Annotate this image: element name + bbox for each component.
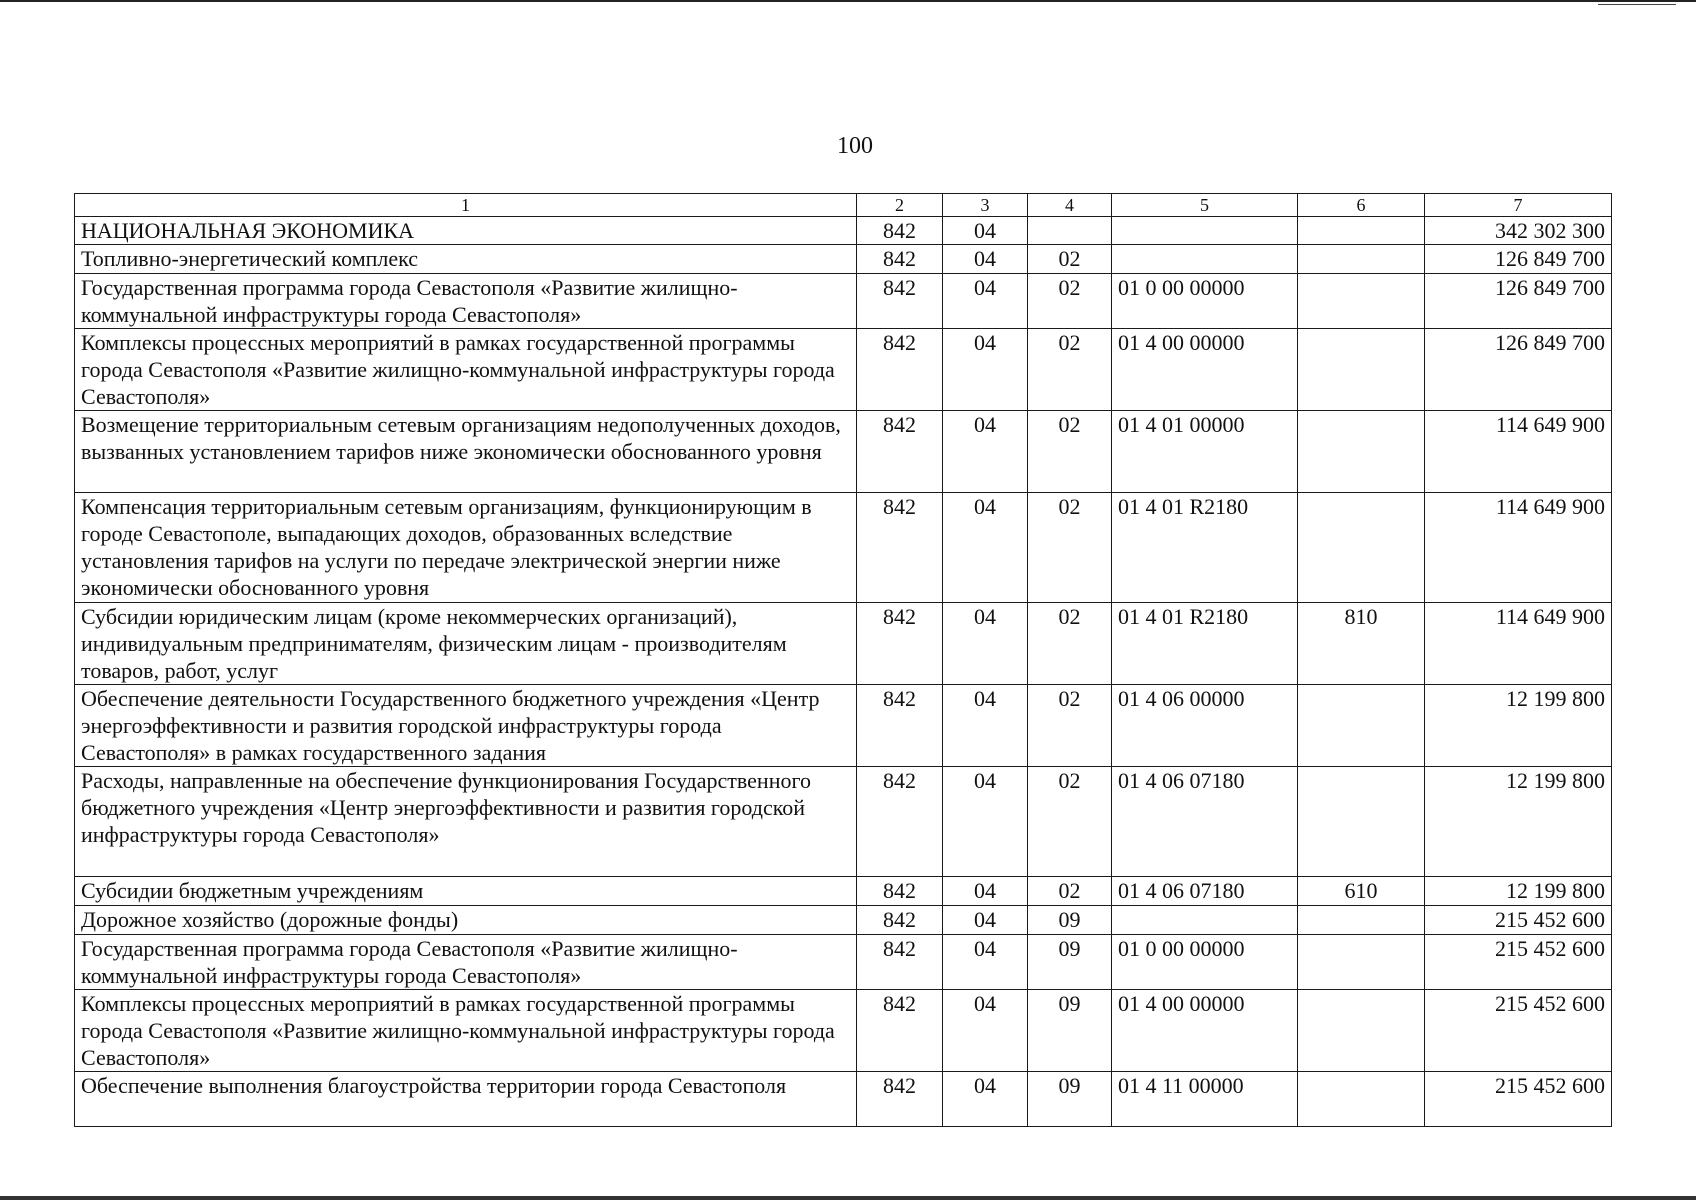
row-expense-type xyxy=(1298,217,1425,245)
row-grbs: 842 xyxy=(857,685,943,767)
column-header-1: 1 xyxy=(75,194,857,217)
table-row xyxy=(75,493,1612,603)
table-row xyxy=(75,685,1612,767)
row-subsection: 02 xyxy=(1028,245,1112,274)
row-grbs: 842 xyxy=(857,877,943,906)
row-subsection: 02 xyxy=(1028,411,1112,493)
row-name: Комплексы процессных мероприятий в рамках государственной программы города Севастополя «Развитие жилищно-коммунальной инфраструктуры города Севастополя» xyxy=(75,990,857,1072)
row-amount: 12 199 800 xyxy=(1425,685,1612,767)
row-section: 04 xyxy=(943,906,1028,935)
row-name: Топливно-энергетический комплекс xyxy=(75,245,857,274)
row-target-code xyxy=(1112,217,1298,245)
row-expense-type xyxy=(1298,990,1425,1072)
row-target-code: 01 0 00 00000 xyxy=(1112,274,1298,329)
table-row xyxy=(75,877,1612,906)
row-grbs: 842 xyxy=(857,217,943,245)
row-subsection: 09 xyxy=(1028,990,1112,1072)
row-section: 04 xyxy=(943,685,1028,767)
row-amount: 126 849 700 xyxy=(1425,329,1612,411)
column-number-row xyxy=(75,194,1612,217)
table-row xyxy=(75,329,1612,411)
row-subsection: 09 xyxy=(1028,906,1112,935)
row-target-code: 01 4 01 R2180 xyxy=(1112,603,1298,685)
row-name: Субсидии юридическим лицам (кроме некоммерческих организаций), индивидуальным предпринимателям, физическим лицам - производителям товаров, работ, услуг xyxy=(75,603,857,685)
row-amount: 215 452 600 xyxy=(1425,1072,1612,1127)
row-grbs: 842 xyxy=(857,906,943,935)
row-target-code xyxy=(1112,906,1298,935)
row-grbs: 842 xyxy=(857,274,943,329)
row-name: Субсидии бюджетным учреждениям xyxy=(75,877,857,906)
row-section: 04 xyxy=(943,1072,1028,1127)
row-name: Компенсация территориальным сетевым организациям, функционирующим в городе Севастополе, выпадающих доходов, образованных вследствие установления тарифов на услуги по передаче электрической энергии ниже экономически обоснованного уровня xyxy=(75,493,857,603)
row-subsection: 02 xyxy=(1028,274,1112,329)
scan-border-top xyxy=(0,0,1696,2)
row-section: 04 xyxy=(943,935,1028,990)
row-name: Расходы, направленные на обеспечение функционирования Государственного бюджетного учреждения «Центр энергоэффективности и развития городской инфраструктуры города Севастополя» xyxy=(75,767,857,877)
row-expense-type xyxy=(1298,274,1425,329)
row-section: 04 xyxy=(943,411,1028,493)
table-row xyxy=(75,935,1612,990)
row-amount: 342 302 300 xyxy=(1425,217,1612,245)
row-expense-type xyxy=(1298,329,1425,411)
row-amount: 126 849 700 xyxy=(1425,274,1612,329)
row-grbs: 842 xyxy=(857,1072,943,1127)
row-subsection: 02 xyxy=(1028,767,1112,877)
row-amount: 215 452 600 xyxy=(1425,906,1612,935)
row-amount: 114 649 900 xyxy=(1425,603,1612,685)
row-name: Обеспечение деятельности Государственного бюджетного учреждения «Центр энергоэффективности и развития городской инфраструктуры города Севастополя» в рамках государственного задания xyxy=(75,685,857,767)
row-subsection: 02 xyxy=(1028,329,1112,411)
row-amount: 114 649 900 xyxy=(1425,493,1612,603)
row-expense-type xyxy=(1298,685,1425,767)
row-section: 04 xyxy=(943,217,1028,245)
row-amount: 114 649 900 xyxy=(1425,411,1612,493)
row-target-code: 01 4 06 00000 xyxy=(1112,685,1298,767)
row-section: 04 xyxy=(943,767,1028,877)
row-section: 04 xyxy=(943,603,1028,685)
column-header-3: 3 xyxy=(943,194,1028,217)
row-amount: 12 199 800 xyxy=(1425,767,1612,877)
row-expense-type: 610 xyxy=(1298,877,1425,906)
row-amount: 12 199 800 xyxy=(1425,877,1612,906)
row-name: Дорожное хозяйство (дорожные фонды) xyxy=(75,906,857,935)
row-section: 04 xyxy=(943,877,1028,906)
column-header-4: 4 xyxy=(1028,194,1112,217)
row-name: НАЦИОНАЛЬНАЯ ЭКОНОМИКА xyxy=(75,217,857,245)
row-name: Государственная программа города Севастополя «Развитие жилищно-коммунальной инфраструктуры города Севастополя» xyxy=(75,274,857,329)
row-grbs: 842 xyxy=(857,245,943,274)
row-target-code: 01 0 00 00000 xyxy=(1112,935,1298,990)
row-amount: 215 452 600 xyxy=(1425,935,1612,990)
table-row xyxy=(75,1072,1612,1127)
column-header-6: 6 xyxy=(1298,194,1425,217)
row-expense-type xyxy=(1298,245,1425,274)
row-expense-type xyxy=(1298,1072,1425,1127)
row-target-code: 01 4 01 00000 xyxy=(1112,411,1298,493)
scan-mark-top-right xyxy=(1598,4,1676,5)
row-grbs: 842 xyxy=(857,493,943,603)
table-row xyxy=(75,245,1612,274)
row-expense-type xyxy=(1298,935,1425,990)
row-target-code: 01 4 11 00000 xyxy=(1112,1072,1298,1127)
row-grbs: 842 xyxy=(857,935,943,990)
table-row xyxy=(75,906,1612,935)
column-header-5: 5 xyxy=(1112,194,1298,217)
row-expense-type xyxy=(1298,906,1425,935)
column-header-7: 7 xyxy=(1425,194,1612,217)
table-row xyxy=(75,217,1612,245)
row-expense-type xyxy=(1298,767,1425,877)
row-section: 04 xyxy=(943,274,1028,329)
row-amount: 215 452 600 xyxy=(1425,990,1612,1072)
row-target-code: 01 4 00 00000 xyxy=(1112,329,1298,411)
row-grbs: 842 xyxy=(857,603,943,685)
row-grbs: 842 xyxy=(857,767,943,877)
row-grbs: 842 xyxy=(857,329,943,411)
row-section: 04 xyxy=(943,493,1028,603)
row-name: Обеспечение выполнения благоустройства территории города Севастополя xyxy=(75,1072,857,1127)
row-subsection: 02 xyxy=(1028,685,1112,767)
row-amount: 126 849 700 xyxy=(1425,245,1612,274)
row-subsection: 09 xyxy=(1028,1072,1112,1127)
row-name: Государственная программа города Севастополя «Развитие жилищно-коммунальной инфраструктуры города Севастополя» xyxy=(75,935,857,990)
row-section: 04 xyxy=(943,990,1028,1072)
column-header-2: 2 xyxy=(857,194,943,217)
table-row xyxy=(75,990,1612,1072)
row-name: Возмещение территориальным сетевым организациям недополученных доходов, вызванных установлением тарифов ниже экономически обоснованного уровня xyxy=(75,411,857,493)
table-row xyxy=(75,411,1612,493)
row-target-code xyxy=(1112,245,1298,274)
row-expense-type: 810 xyxy=(1298,603,1425,685)
row-section: 04 xyxy=(943,245,1028,274)
row-target-code: 01 4 06 07180 xyxy=(1112,767,1298,877)
page-number: 100 xyxy=(837,133,873,159)
table-row xyxy=(75,603,1612,685)
row-subsection: 09 xyxy=(1028,935,1112,990)
row-subsection: 02 xyxy=(1028,877,1112,906)
row-subsection: 02 xyxy=(1028,603,1112,685)
row-name: Комплексы процессных мероприятий в рамках государственной программы города Севастополя «Развитие жилищно-коммунальной инфраструктуры города Севастополя» xyxy=(75,329,857,411)
row-target-code: 01 4 06 07180 xyxy=(1112,877,1298,906)
row-expense-type xyxy=(1298,493,1425,603)
row-target-code: 01 4 00 00000 xyxy=(1112,990,1298,1072)
row-subsection xyxy=(1028,217,1112,245)
row-subsection: 02 xyxy=(1028,493,1112,603)
row-grbs: 842 xyxy=(857,411,943,493)
table-row xyxy=(75,274,1612,329)
row-grbs: 842 xyxy=(857,990,943,1072)
budget-table xyxy=(74,193,1612,1127)
row-expense-type xyxy=(1298,411,1425,493)
row-target-code: 01 4 01 R2180 xyxy=(1112,493,1298,603)
table-row xyxy=(75,767,1612,877)
row-section: 04 xyxy=(943,329,1028,411)
scan-border-bottom xyxy=(0,1196,1696,1200)
